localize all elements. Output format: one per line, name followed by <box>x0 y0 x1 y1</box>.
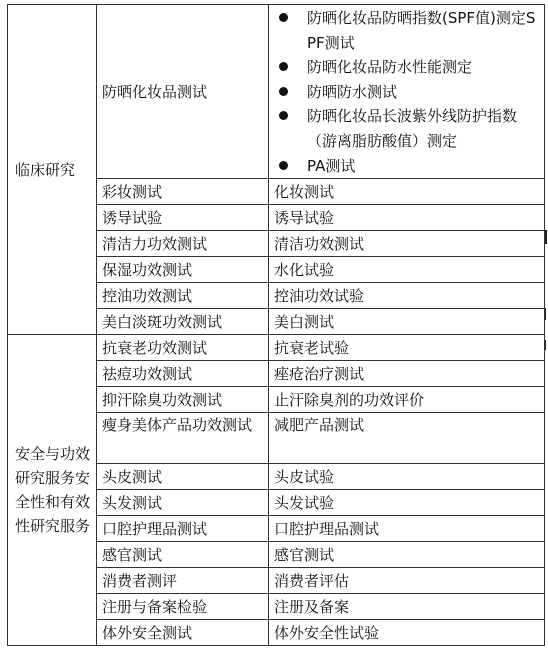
test-item-cell: 头发测试 <box>97 490 269 516</box>
test-item-cell: 诱导试验 <box>97 205 269 231</box>
category-cell: 安全与功效研究服务安全性和有效性研究服务 <box>8 335 97 646</box>
test-detail-cell: 体外安全性试验 <box>269 620 545 646</box>
bullet-item <box>274 104 544 153</box>
test-item-cell: 瘦身美体产品功效测试 <box>97 413 269 464</box>
test-detail-cell: 注册及备案 <box>269 594 545 620</box>
test-detail-cell: 痤疮治疗测试 <box>269 361 545 387</box>
table-row <box>8 5 545 179</box>
test-detail-cell: 头皮试验 <box>269 464 545 490</box>
test-detail-cell: 口腔护理品测试 <box>269 516 545 542</box>
test-item-cell: 彩妆测试 <box>97 179 269 205</box>
test-item-cell: 美白淡斑功效测试 <box>97 309 269 335</box>
test-detail-cell: 水化试验 <box>269 257 545 283</box>
test-item-cell: 防晒化妆品测试 <box>97 5 269 179</box>
bullet-icon <box>279 13 288 22</box>
bullet-text: 防晒化妆品防水性能测定 <box>307 58 473 77</box>
test-detail-cell: 控油功效试验 <box>269 283 545 309</box>
test-detail-cell: 消费者评估 <box>269 568 545 594</box>
test-item-cell: 体外安全测试 <box>97 620 269 646</box>
edge-mark <box>545 308 546 320</box>
bullet-item <box>274 154 544 179</box>
test-detail-cell: 止汗除臭剂的功效评价 <box>269 387 545 413</box>
bullet-icon <box>279 161 288 170</box>
test-detail-cell: 美白测试 <box>269 309 545 335</box>
test-item-cell: 抑汗除臭功效测试 <box>97 387 269 413</box>
test-detail-cell: 抗衰老试验 <box>269 335 545 361</box>
bullet-list <box>274 6 544 178</box>
bullet-item <box>274 80 544 105</box>
test-detail-cell: 清洁功效测试 <box>269 231 545 257</box>
test-item-cell: 口腔护理品测试 <box>97 516 269 542</box>
test-item-cell: 控油功效测试 <box>97 283 269 309</box>
test-detail-cell: 化妆测试 <box>269 179 545 205</box>
test-detail-cell: 减肥产品测试 <box>269 413 545 464</box>
bullet-icon <box>279 87 288 96</box>
test-item-cell: 消费者测评 <box>97 568 269 594</box>
test-detail-cell: 诱导试验 <box>269 205 545 231</box>
test-detail-cell <box>269 5 545 179</box>
bullet-item <box>274 6 544 55</box>
test-item-cell: 清洁力功效测试 <box>97 231 269 257</box>
table-row <box>8 335 545 361</box>
bullet-text: 防晒化妆品长波紫外线防护指数（游离脂肪酸值）测定 <box>307 107 518 150</box>
bullet-text: 防晒防水测试 <box>307 82 398 101</box>
bullet-text: PA测试 <box>307 156 356 175</box>
bullet-icon <box>279 111 288 120</box>
bullet-item <box>274 55 544 80</box>
edge-mark <box>545 340 546 350</box>
bullet-icon <box>279 62 288 71</box>
test-detail-cell: 感官测试 <box>269 542 545 568</box>
test-detail-cell: 头发试验 <box>269 490 545 516</box>
test-item-cell: 头皮测试 <box>97 464 269 490</box>
test-item-cell: 保湿功效测试 <box>97 257 269 283</box>
test-item-cell: 注册与备案检验 <box>97 594 269 620</box>
test-item-cell: 感官测试 <box>97 542 269 568</box>
test-item-cell: 祛痘功效测试 <box>97 361 269 387</box>
category-cell: 临床研究 <box>8 5 97 335</box>
test-services-table <box>7 4 545 646</box>
bullet-text: 防晒化妆品防晒指数(SPF值)测定SPF测试 <box>307 9 536 52</box>
test-item-cell: 抗衰老功效测试 <box>97 335 269 361</box>
edge-mark <box>545 230 547 244</box>
